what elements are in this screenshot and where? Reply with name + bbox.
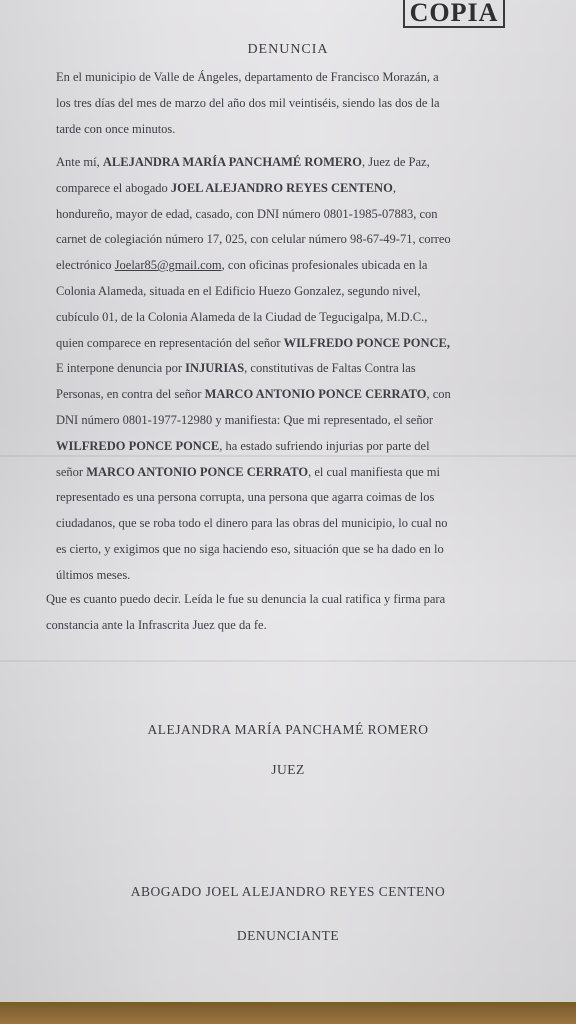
paragraph-line: cubículo 01, de la Colonia Alameda de la Ciudad de Tegucigalpa, M.D.C., bbox=[56, 309, 428, 324]
paragraph-line: En el municipio de Valle de Ángeles, departamento de Francisco Morazán, a bbox=[56, 70, 439, 84]
paper-fold bbox=[0, 660, 576, 662]
table-surface bbox=[0, 1002, 576, 1024]
paragraph-line: señor MARCO ANTONIO PONCE CERRATO, el cual manifiesta que mi bbox=[56, 464, 441, 479]
opening-paragraph bbox=[56, 64, 520, 142]
paragraph-line: constancia ante la Infrascrita Juez que da fe. bbox=[46, 618, 267, 632]
offense-type: INJURIAS bbox=[185, 361, 245, 376]
paragraph-line: representado es una persona corrupta, una persona que agarra coimas de los bbox=[56, 490, 435, 505]
paragraph-line: E interpone denuncia por INJURIAS, constitutivas de Faltas Contra las bbox=[56, 361, 416, 376]
paragraph-line: Que es cuanto puedo decir. Leída le fue su denuncia la cual ratifica y firma para bbox=[46, 592, 446, 606]
paragraph-line: Ante mí, ALEJANDRA MARÍA PANCHAMÉ ROMERO, Juez de Paz, bbox=[56, 155, 430, 169]
judge-name: ALEJANDRA MARÍA PANCHAMÉ ROMERO bbox=[102, 155, 363, 169]
paragraph-line: quien comparece en representación del señor WILFREDO PONCE PONCE, bbox=[56, 335, 450, 350]
represented-name: WILFREDO PONCE PONCE bbox=[56, 438, 220, 453]
paragraph-line: últimos meses. bbox=[56, 567, 131, 582]
lawyer-name: JOEL ALEJANDRO REYES CENTENO bbox=[170, 180, 393, 195]
paragraph-line: los tres días del mes de marzo del año dos mil veintiséis, siendo las dos de la bbox=[56, 96, 440, 110]
complainant-signature-name: ABOGADO JOEL ALEJANDRO REYES CENTENO bbox=[130, 884, 446, 899]
paragraph-line: Colonia Alameda, situada en el Edificio Huezo Gonzalez, segundo nivel, bbox=[56, 283, 421, 298]
paragraph-line: tarde con once minutos. bbox=[56, 122, 176, 136]
judge-signature-name: ALEJANDRA MARÍA PANCHAMÉ ROMERO bbox=[147, 722, 429, 737]
judge-signature-role: JUEZ bbox=[271, 762, 305, 777]
paragraph-line: es cierto, y exigimos que no siga haciendo eso, situación que se ha dado en lo bbox=[56, 541, 444, 556]
closing-paragraph bbox=[46, 586, 536, 638]
accused-name: MARCO ANTONIO PONCE CERRATO bbox=[204, 387, 427, 402]
represented-name: WILFREDO PONCE PONCE, bbox=[283, 335, 450, 350]
paragraph-line: electrónico Joelar85@gmail.com, con oficinas profesionales ubicada en la bbox=[56, 258, 428, 273]
paragraph-line: hondureño, mayor de edad, casado, con DNI número 0801-1985-07883, con bbox=[56, 206, 438, 221]
paragraph-line: Personas, en contra del señor MARCO ANTONIO PONCE CERRATO, con bbox=[56, 387, 451, 402]
paragraph-line: comparece el abogado JOEL ALEJANDRO REYES CENTENO, bbox=[56, 180, 396, 195]
document-title: DENUNCIA bbox=[247, 42, 329, 57]
paragraph-line: WILFREDO PONCE PONCE, ha estado sufriendo injurias por parte del bbox=[56, 438, 430, 453]
complainant-signature-role: DENUNCIANTE bbox=[236, 928, 340, 943]
email-link[interactable]: Joelar85@gmail.com bbox=[114, 258, 222, 273]
paragraph-line: ciudadanos, que se roba todo el dinero para las obras del municipio, lo cual no bbox=[56, 516, 448, 531]
paragraph-line: DNI número 0801-1977-12980 y manifiesta: Que mi representado, el señor bbox=[56, 412, 433, 427]
copy-stamp: COPIA bbox=[403, 0, 505, 28]
accused-name: MARCO ANTONIO PONCE CERRATO bbox=[86, 464, 309, 479]
complaint-paragraph bbox=[56, 150, 520, 589]
paragraph-line: carnet de colegiación número 17, 025, con celular número 98-67-49-71, correo bbox=[56, 232, 451, 247]
